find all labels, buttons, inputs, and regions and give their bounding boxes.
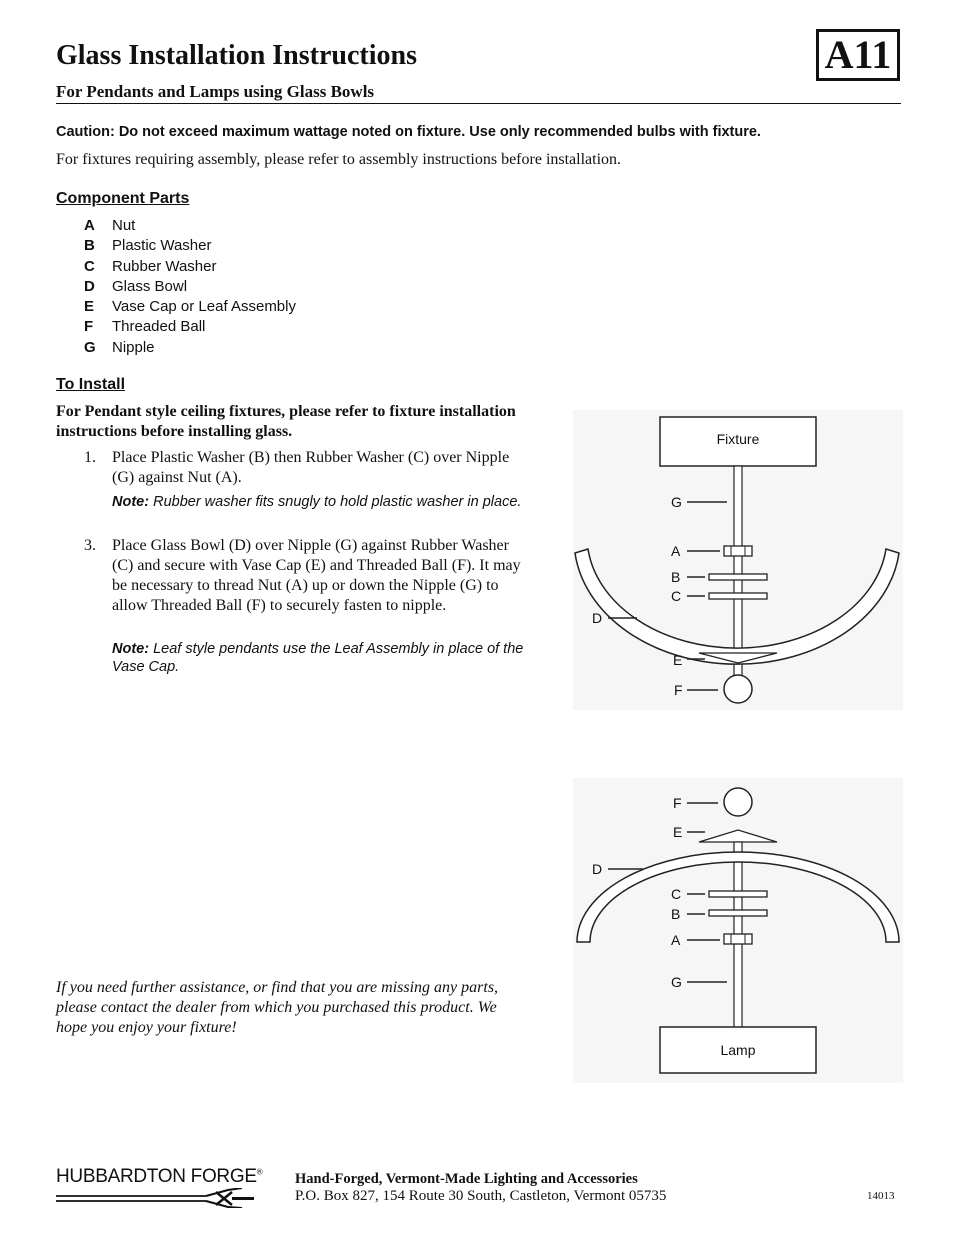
rubber-washer: [709, 891, 767, 897]
step-note: [112, 493, 527, 511]
part-row: [84, 257, 296, 277]
nipple: [734, 466, 742, 676]
note-text: Rubber washer fits snugly to hold plastic washer in place.: [149, 494, 522, 510]
part-letter: A: [84, 217, 95, 234]
part-name: Threaded Ball: [112, 318, 206, 336]
label-e: E: [673, 824, 683, 840]
plastic-washer: [709, 910, 767, 916]
part-row: [84, 236, 296, 256]
part-row: [84, 216, 296, 236]
part-row: [84, 277, 296, 297]
install-heading: To Install: [56, 376, 126, 393]
rubber-washer: [709, 593, 767, 599]
label-e: E: [673, 652, 683, 668]
assistance-text: If you need further assistance, or find that you are missing any parts, please contact the dealer from which you purchased this product. We hope you enjoy your fixture!: [56, 979, 499, 1036]
install-step: [84, 448, 529, 488]
page-title: Glass Installation Instructions: [56, 40, 417, 71]
document-number: 14013: [867, 1190, 895, 1202]
part-letter: E: [84, 298, 95, 316]
part-name: Nut: [112, 217, 136, 234]
label-a: A: [671, 932, 681, 948]
nut: [724, 546, 752, 556]
step-number: 3.: [84, 537, 96, 554]
label-c: C: [671, 886, 682, 902]
company-logo: [56, 1166, 262, 1213]
component-parts-list: [84, 216, 296, 358]
label-d: D: [592, 861, 603, 877]
caution-text: Caution: Do not exceed maximum wattage noted on fixture. Use only recommended bulbs with fixture.: [56, 124, 761, 140]
part-name: Glass Bowl: [112, 277, 188, 295]
threaded-ball: [724, 675, 752, 703]
pendant-note: For Pendant style ceiling fixtures, please refer to fixture installation instructions before installing glass.: [56, 403, 516, 440]
label-g: G: [671, 494, 682, 510]
step-text: Place Plastic Washer (B) then Rubber Washer (C) over Nipple (G) against Nut (A).: [112, 449, 510, 486]
part-letter: D: [84, 277, 95, 295]
label-f: F: [674, 682, 683, 698]
label-d: D: [592, 610, 603, 626]
logo-text: HUBBARDTON FORGE: [56, 1166, 257, 1187]
part-name: Vase Cap or Leaf Assembly: [112, 298, 296, 316]
header-divider: [56, 103, 901, 104]
lamp-assembly-diagram: [573, 778, 903, 1083]
part-row: [84, 338, 296, 358]
note-label: Note:: [112, 641, 150, 657]
label-b: B: [671, 906, 681, 922]
label-f: F: [673, 795, 682, 811]
label-b: B: [671, 569, 681, 585]
registered-mark: ®: [256, 1167, 263, 1177]
step-text: Place Glass Bowl (D) over Nipple (G) against Rubber Washer (C) and secure with Vase Cap (E) and Threaded Ball (F). It may be necessary to thread Nut (A) up or down the Nipple (G) to allow Threaded Ball (F) to securely fasten to nipple.: [112, 537, 521, 614]
logo-tongs-mark: [56, 1188, 256, 1208]
label-c: C: [671, 588, 682, 604]
footer-tagline: Hand-Forged, Vermont-Made Lighting and Accessories: [295, 1171, 638, 1187]
page-subtitle: For Pendants and Lamps using Glass Bowls: [56, 82, 375, 101]
note-text: Leaf style pendants use the Leaf Assembly in place of the Vase Cap.: [112, 641, 524, 675]
label-a: A: [671, 543, 681, 559]
part-name: Nipple: [112, 338, 155, 356]
part-row: [84, 297, 296, 317]
part-letter: F: [84, 318, 94, 336]
pendant-assembly-diagram: [573, 410, 903, 710]
part-row: [84, 317, 296, 337]
part-letter: C: [84, 257, 95, 275]
plastic-washer: [709, 574, 767, 580]
install-step: [84, 536, 529, 616]
intro-text: For fixtures requiring assembly, please refer to assembly instructions before installation.: [56, 151, 622, 168]
lamp-box-label: Lamp: [720, 1042, 756, 1058]
step-number: 1.: [84, 449, 96, 466]
part-letter: B: [84, 237, 95, 255]
part-name: Rubber Washer: [112, 257, 217, 275]
step-note: [112, 640, 527, 676]
part-name: Plastic Washer: [112, 237, 212, 255]
footer-address: P.O. Box 827, 154 Route 30 South, Castleton, Vermont 05735: [295, 1188, 667, 1204]
document-code-box: A11: [816, 29, 900, 81]
part-letter: G: [84, 338, 96, 356]
component-parts-heading: Component Parts: [56, 190, 190, 207]
note-label: Note:: [112, 494, 150, 510]
nut: [724, 934, 752, 944]
threaded-ball: [724, 788, 752, 816]
label-g: G: [671, 974, 682, 990]
fixture-box-label: Fixture: [716, 431, 760, 447]
